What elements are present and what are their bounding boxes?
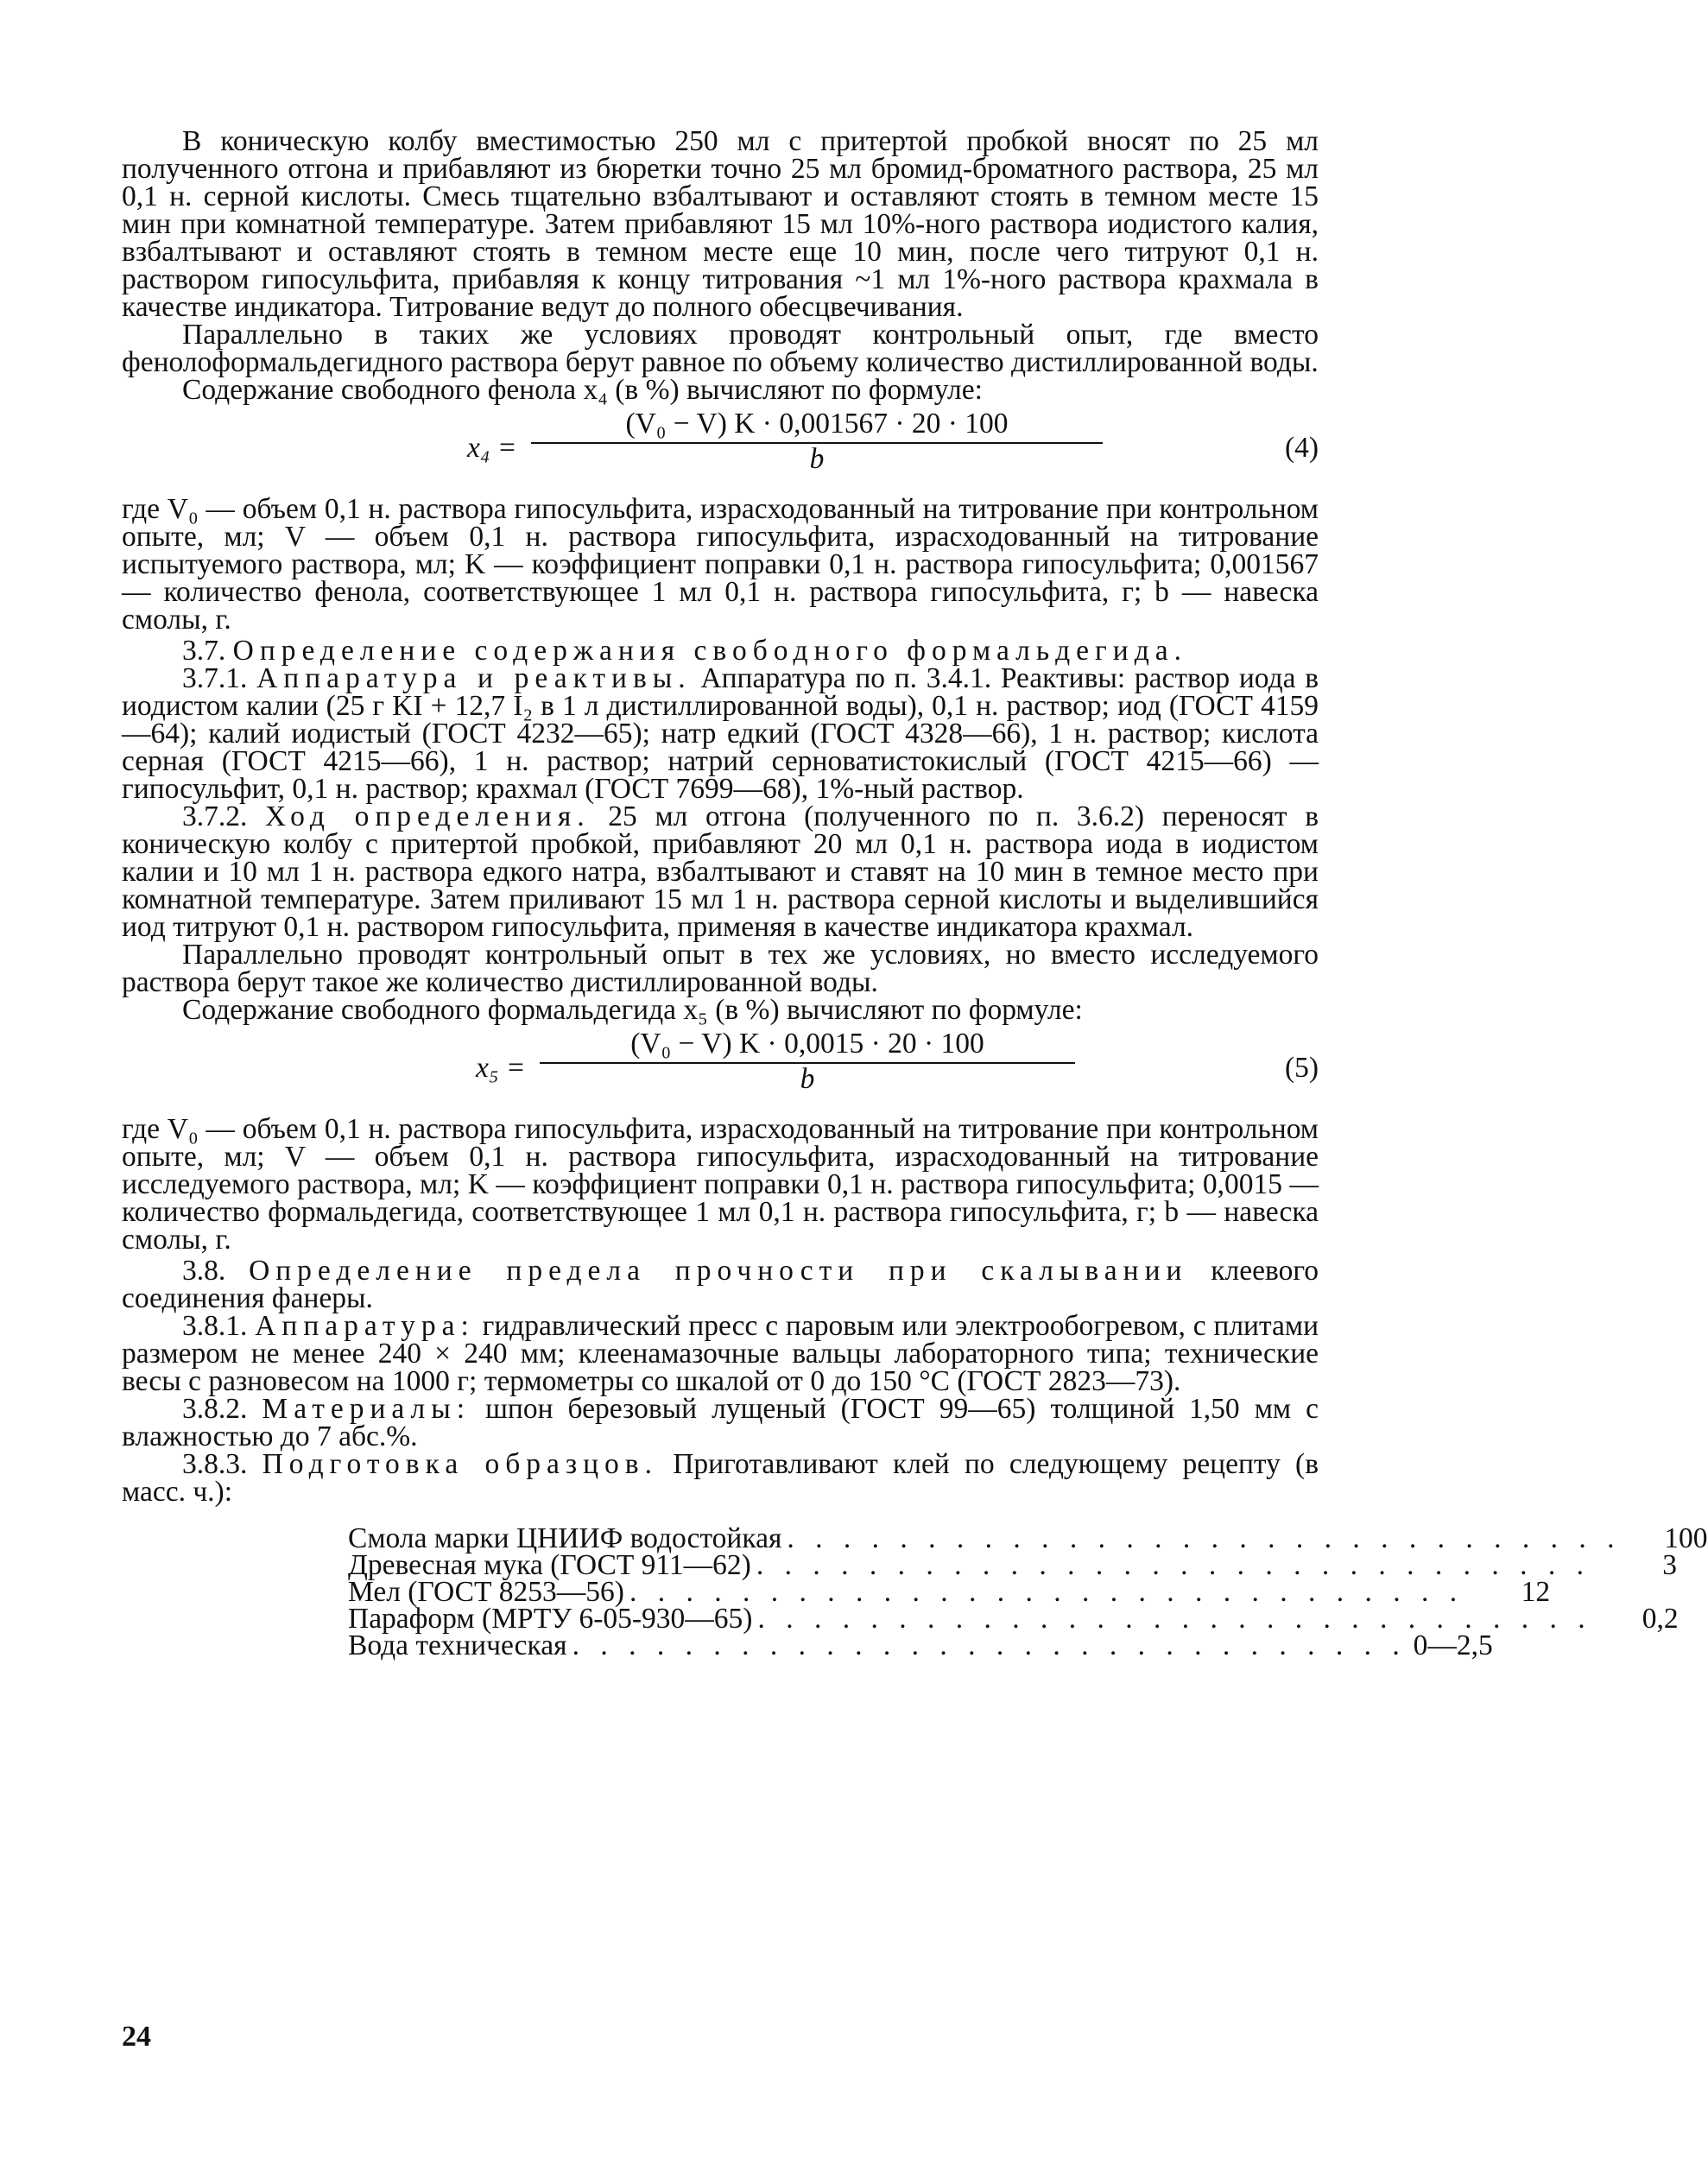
paragraph-control-test-2: Параллельно проводят контрольный опыт в тех же условиях, но вместо исследуемого раствора берут такое же количество дистиллированной воды.: [122, 939, 1319, 998]
page-number: 24: [122, 2021, 151, 2053]
formula-4-numerator: (V₀ − V) K · 0,001567 · 20 · 100: [531, 408, 1103, 444]
formula-4-denominator: b: [809, 443, 825, 475]
formula-5-lhs: x₅ =: [476, 1052, 526, 1084]
leader-dots: . . . . . . . . . . . . . . . . . . . . . . . . . . . . . .: [756, 1549, 1591, 1581]
section-3-7-1-text: Аппаратура по п. 3.4.1. Реактивы: раствор иода в иодистом калии (25 г KI + 12,7 I₂ в 1 л дистиллированной воды), 0,1 н. раствор; иод (ГОСТ 4159—64); калий иодистый (ГОСТ 4232—65); натр едкий (ГОСТ 4328—66), 1 н. раствор; кислота серная (ГОСТ 4215—66), 1 н. раствор; натрий серноватистокислый (ГОСТ 4215—66) — гипосульфит, 0,1 н. раствор; крахмал (ГОСТ 7699—68), 1%-ный раствор.: [122, 662, 1319, 805]
section-3-8-1-text: гидравлический пресс с паровым или электрообогревом, с плитами размером не менее 240 × 240 мм; клеенамазочные вальцы лабораторного типа; технические весы с разновесом на 1000 г; термометры со шкалой от 0 до 150 °С (ГОСТ 2823—73).: [122, 1310, 1319, 1397]
recipe-item-name: Параформ (МРТУ 6-05-930—65): [348, 1603, 753, 1635]
section-3-8-number: 3.8.: [182, 1255, 226, 1287]
paragraph-phenol-legend: где V₀ — объем 0,1 н. раствора гипосульфита, израсходованный на титрование при контрольном опыте, мл; V — объем 0,1 н. раствора гипосульфита, израсходованный на титрование испытуемого раствора, мл; K — коэффициент поправки 0,1 н. раствора гипосульфита; 0,001567 — количество фенола, соответствующее 1 мл 0,1 н. раствора гипосульфита, г; b — навеска смолы, г.: [122, 493, 1319, 636]
recipe-row: [348, 1603, 1679, 1635]
recipe-row: [348, 1629, 1493, 1661]
paragraph-control-test: Параллельно в таких же условиях проводят контрольный опыт, где вместо фенолоформальдегидного раствора берут равное по объему количество дистиллированной воды.: [122, 319, 1319, 378]
formula-5-fraction: [540, 1028, 1075, 1095]
leader-dots: . . . . . . . . . . . . . . . . . . . . . . . . . . . . . .: [757, 1603, 1592, 1635]
section-3-8-3-number: 3.8.3.: [182, 1448, 248, 1480]
section-3-8-title-rest: клеевого соединения фанеры.: [122, 1255, 1319, 1314]
formula-5-denominator: b: [800, 1063, 815, 1095]
section-3-7-1-number: 3.7.1.: [182, 662, 248, 694]
formula-5-label: (5): [1284, 1052, 1319, 1084]
formula-4-fraction: [531, 408, 1103, 475]
leader-dots: . . . . . . . . . . . . . . . . . . . . . . . . . . . . . .: [787, 1522, 1622, 1554]
recipe-row: [348, 1522, 1708, 1554]
section-3-8-3-text: Приготавливают клей по следующему рецепту (в масс. ч.):: [122, 1448, 1319, 1508]
section-3-7-1: [122, 662, 1319, 805]
section-3-7-2-text: 25 мл отгона (полученного по п. 3.6.2) переносят в коническую колбу с притертой пробкой, прибавляют 20 мл 0,1 н. раствора иода в иодистом калии и 10 мл 1 н. раствора едкого натра, взбалтывают и ставят на 10 мин в темное место при комнатной температуре. Затем приливают 15 мл 1 н. раствора серной кислоты и выделившийся иод титруют 0,1 н. раствором гипосульфита, применяя в качестве индикатора крахмал.: [122, 800, 1319, 943]
recipe-item-value: 3: [1662, 1549, 1677, 1581]
section-3-7-title: Определение содержания свободного формальдегида.: [232, 635, 1187, 667]
formula-5-numerator: (V₀ − V) K · 0,0015 · 20 · 100: [540, 1028, 1075, 1064]
leader-dots: . . . . . . . . . . . . . . . . . . . . . . . . . . . . . .: [629, 1576, 1464, 1608]
section-3-8-1-number: 3.8.1.: [182, 1310, 248, 1342]
section-3-8-2-number: 3.8.2.: [182, 1393, 248, 1425]
page-content: [122, 125, 1708, 1661]
section-3-7-2-number: 3.7.2.: [182, 800, 248, 832]
section-3-8-1: [122, 1310, 1319, 1397]
section-3-8-title: Определение предела прочности при скалывании: [249, 1255, 1188, 1287]
section-3-8-2-title: Материалы:: [262, 1393, 471, 1425]
formula-5: [122, 1028, 1319, 1110]
recipe-row: [348, 1576, 1551, 1608]
section-3-7-2: [122, 800, 1319, 943]
recipe-item-name: Смола марки ЦНИИФ водостойкая: [348, 1522, 782, 1554]
recipe-item-name: Древесная мука (ГОСТ 911—62): [348, 1549, 751, 1581]
formula-4-label: (4): [1284, 432, 1319, 464]
section-3-8-2-text: шпон березовый лущеный (ГОСТ 99—65) толщиной 1,50 мм с влажностью до 7 абс.%.: [122, 1393, 1319, 1452]
section-3-8-3-title: Подготовка образцов.: [262, 1448, 658, 1480]
paragraph-phenol-formula-intro: Содержание свободного фенола x₄ (в %) вычисляют по формуле:: [182, 374, 983, 406]
section-3-7-heading: [122, 637, 1319, 665]
recipe-item-value: 0—2,5: [1413, 1629, 1493, 1661]
recipe-row: [348, 1549, 1677, 1581]
formula-4-lhs: x₄ =: [467, 432, 517, 464]
recipe-item-value: 0,2: [1642, 1603, 1679, 1635]
section-3-8-2: [122, 1395, 1319, 1451]
section-3-8-1-title: Аппаратура:: [255, 1310, 475, 1342]
recipe-item-name: Мел (ГОСТ 8253—56): [348, 1576, 624, 1608]
paragraph-procedure: В коническую колбу вместимостью 250 мл с притертой пробкой вносят по 25 мл полученного отгона и прибавляют из бюретки точно 25 мл бромид-броматного раствора, 25 мл 0,1 н. серной кислоты. Смесь тщательно взбалтывают и оставляют стоять в темном месте 15 мин при комнатной температуре. Затем прибавляют 15 мл 10%-ного раствора иодистого калия, взбалтывают и оставляют стоять в темном месте еще 10 мин, после чего титруют 0,1 н. раствором гипосульфита, прибавляя к концу титрования ~1 мл 1%-ного раствора крахмала в качестве индикатора. Титрование ведут до полного обесцвечивания.: [122, 125, 1319, 323]
formula-4: [122, 408, 1319, 490]
section-3-8-3: [122, 1448, 1319, 1508]
recipe-item-name: Вода техническая: [348, 1629, 567, 1661]
recipe-item-value: 100: [1664, 1522, 1708, 1554]
section-3-7-1-title: Аппаратура и реактивы.: [256, 662, 692, 694]
section-3-7-2-title: Ход определения.: [265, 800, 591, 832]
paragraph-formaldehyde-formula-intro: Содержание свободного формальдегида x₅ (в %) вычисляют по формуле:: [182, 994, 1083, 1026]
section-3-8-heading: [122, 1257, 1319, 1313]
leader-dots: . . . . . . . . . . . . . . . . . . . . . . . . . . . . . .: [572, 1629, 1407, 1661]
section-3-7-number: 3.7.: [182, 635, 226, 667]
paragraph-formaldehyde-legend: где V₀ — объем 0,1 н. раствора гипосульфита, израсходованный на титрование при контрольном опыте, мл; V — объем 0,1 н. раствора гипосульфита, израсходованный на титрование исследуемого раствора, мл; K — коэффициент поправки 0,1 н. раствора гипосульфита; 0,0015 — количество формальдегида, соответствующее 1 мл 0,1 н. раствора гипосульфита, г; b — навеска смолы, г.: [122, 1113, 1319, 1256]
recipe-item-value: 12: [1521, 1576, 1551, 1608]
recipe-table: [348, 1522, 1708, 1661]
